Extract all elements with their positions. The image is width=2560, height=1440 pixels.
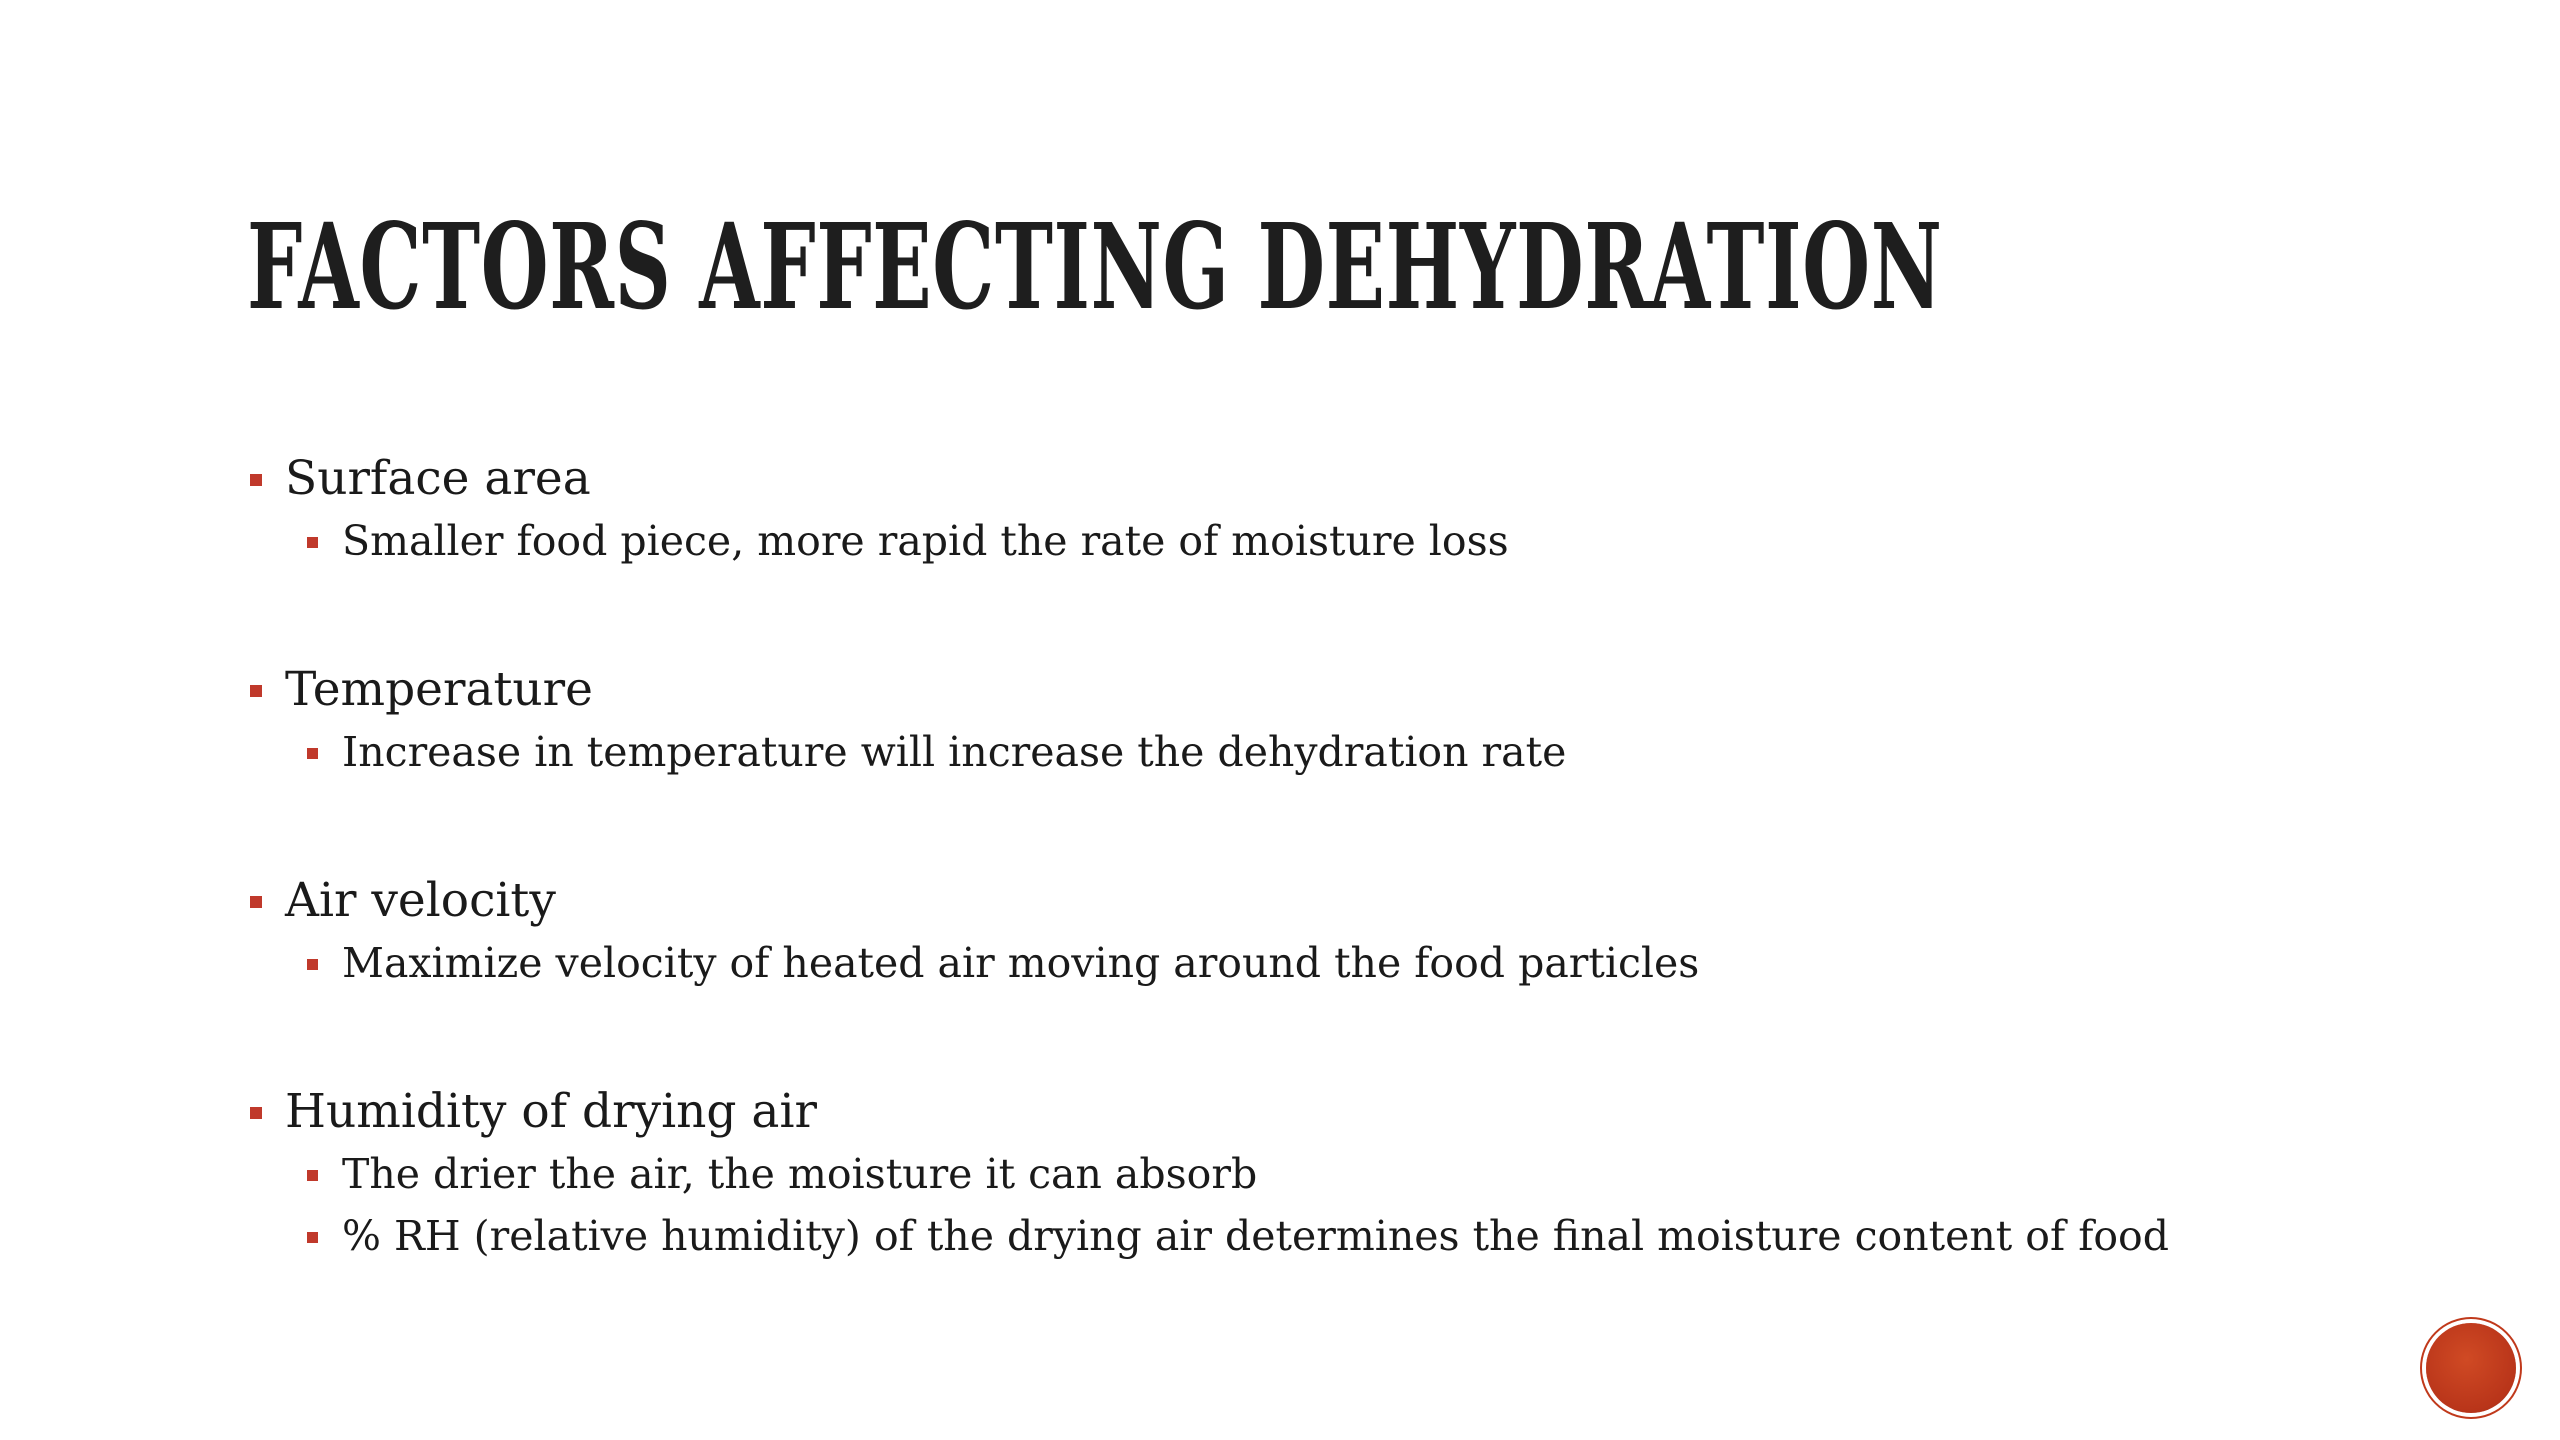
factor-heading: Humidity of drying air bbox=[285, 1084, 817, 1139]
square-bullet-icon bbox=[250, 685, 262, 697]
bullet-list bbox=[247, 448, 2397, 1354]
factor-heading: Temperature bbox=[285, 662, 593, 717]
slide-title: FACTORS AFFECTING DEHYDRATION bbox=[247, 197, 1943, 336]
factor-detail: Smaller food piece, more rapid the rate of moisture loss bbox=[342, 517, 1509, 565]
list-item bbox=[247, 659, 2397, 721]
factor-detail: The drier the air, the moisture it can absorb bbox=[342, 1150, 1258, 1198]
factor-humidity bbox=[247, 1081, 2397, 1267]
list-item bbox=[342, 510, 2397, 572]
list-item bbox=[247, 1081, 2397, 1143]
list-item bbox=[247, 870, 2397, 932]
factor-heading: Air velocity bbox=[285, 873, 556, 928]
square-bullet-icon bbox=[250, 474, 262, 486]
factor-detail: Increase in temperature will increase the dehydration rate bbox=[342, 728, 1567, 776]
square-bullet-icon bbox=[307, 959, 318, 970]
list-item bbox=[342, 1205, 2397, 1267]
factor-detail: % RH (relative humidity) of the drying air determines the final moisture content of food bbox=[342, 1212, 2169, 1260]
square-bullet-icon bbox=[307, 1232, 318, 1243]
factor-air-velocity bbox=[247, 870, 2397, 994]
list-item bbox=[342, 932, 2397, 994]
list-item bbox=[247, 448, 2397, 510]
square-bullet-icon bbox=[250, 1107, 262, 1119]
factor-heading: Surface area bbox=[285, 451, 591, 506]
slide-number-circle-icon bbox=[2426, 1323, 2516, 1413]
factor-detail: Maximize velocity of heated air moving around the food particles bbox=[342, 939, 1700, 987]
square-bullet-icon bbox=[307, 537, 318, 548]
factor-surface-area bbox=[247, 448, 2397, 572]
square-bullet-icon bbox=[307, 1170, 318, 1181]
list-item bbox=[342, 1143, 2397, 1205]
list-item bbox=[342, 721, 2397, 783]
square-bullet-icon bbox=[250, 896, 262, 908]
square-bullet-icon bbox=[307, 748, 318, 759]
factor-temperature bbox=[247, 659, 2397, 783]
